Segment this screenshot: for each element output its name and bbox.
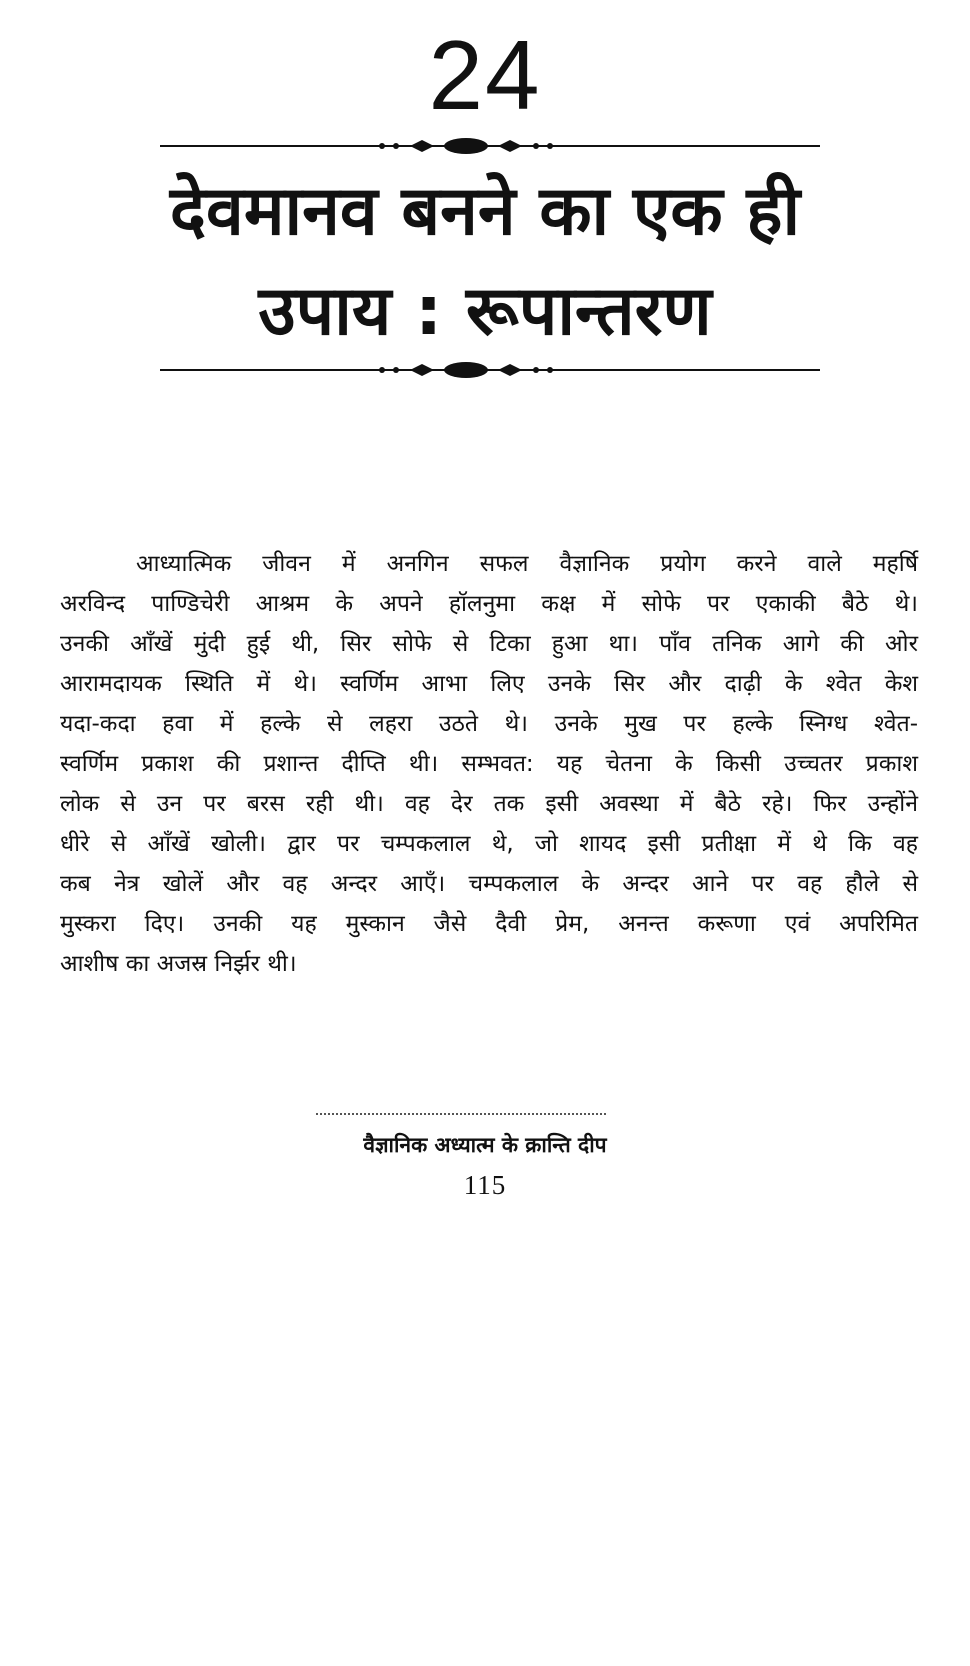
ornament-divider-top [160,134,820,158]
chapter-title-line-1: देवमानव बनने का एक ही [169,172,801,251]
body-line: आरामदायक स्थिति में थे। स्वर्णिम आभा लिए उनके सिर और दाढ़ी के श्वेत केश [60,671,918,697]
body-line: आध्यात्मिक जीवन में अनगिन सफल वैज्ञानिक प्रयोग करने वाले महर्षि [136,551,918,577]
page-number: 115 [463,1170,507,1200]
body-line: मुस्करा दिए। उनकी यह मुस्कान जैसे दैवी प्रेम, अनन्त करूणा एवं अपरिमित [60,911,918,937]
body-line: कब नेत्र खोलें और वह अन्दर आएँ। चम्पकलाल के अन्दर आने पर वह हौले से [60,871,918,897]
body-line: यदा-कदा हवा में हल्के से लहरा उठते थे। उनके मुख पर हल्के स्निग्ध श्वेत- [60,711,918,737]
body-paragraph [60,544,918,984]
body-line: उनकी आँखें मुंदी हुई थी, सिर सोफे से टिका हुआ था। पाँव तनिक आगे की ओर [60,631,918,657]
chapter-title-line-2: उपाय : रूपान्तरण [258,272,712,351]
body-line: आशीष का अजस्र निर्झर थी। [60,951,297,977]
running-footer-book-title: वैज्ञानिक अध्यात्म के क्रान्ति दीप [363,1133,607,1157]
body-line: लोक से उन पर बरस रही थी। वह देर तक इसी अवस्था में बैठे रहे। फिर उन्होंने [60,791,918,817]
body-line: अरविन्द पाण्डिचेरी आश्रम के अपने हॉलनुमा कक्ष में सोफे पर एकाकी बैठे थे। [60,591,918,617]
body-line: धीरे से आँखें खोली। द्वार पर चम्पकलाल थे, जो शायद इसी प्रतीक्षा में थे कि वह [60,831,918,857]
ornament-divider-bottom [160,358,820,382]
footer-dotted-rule [316,1113,606,1119]
chapter-number: 24 [428,20,542,130]
body-line: स्वर्णिम प्रकाश की प्रशान्त दीप्ति थी। सम्भवत: यह चेतना के किसी उच्चतर प्रकाश [60,751,918,777]
